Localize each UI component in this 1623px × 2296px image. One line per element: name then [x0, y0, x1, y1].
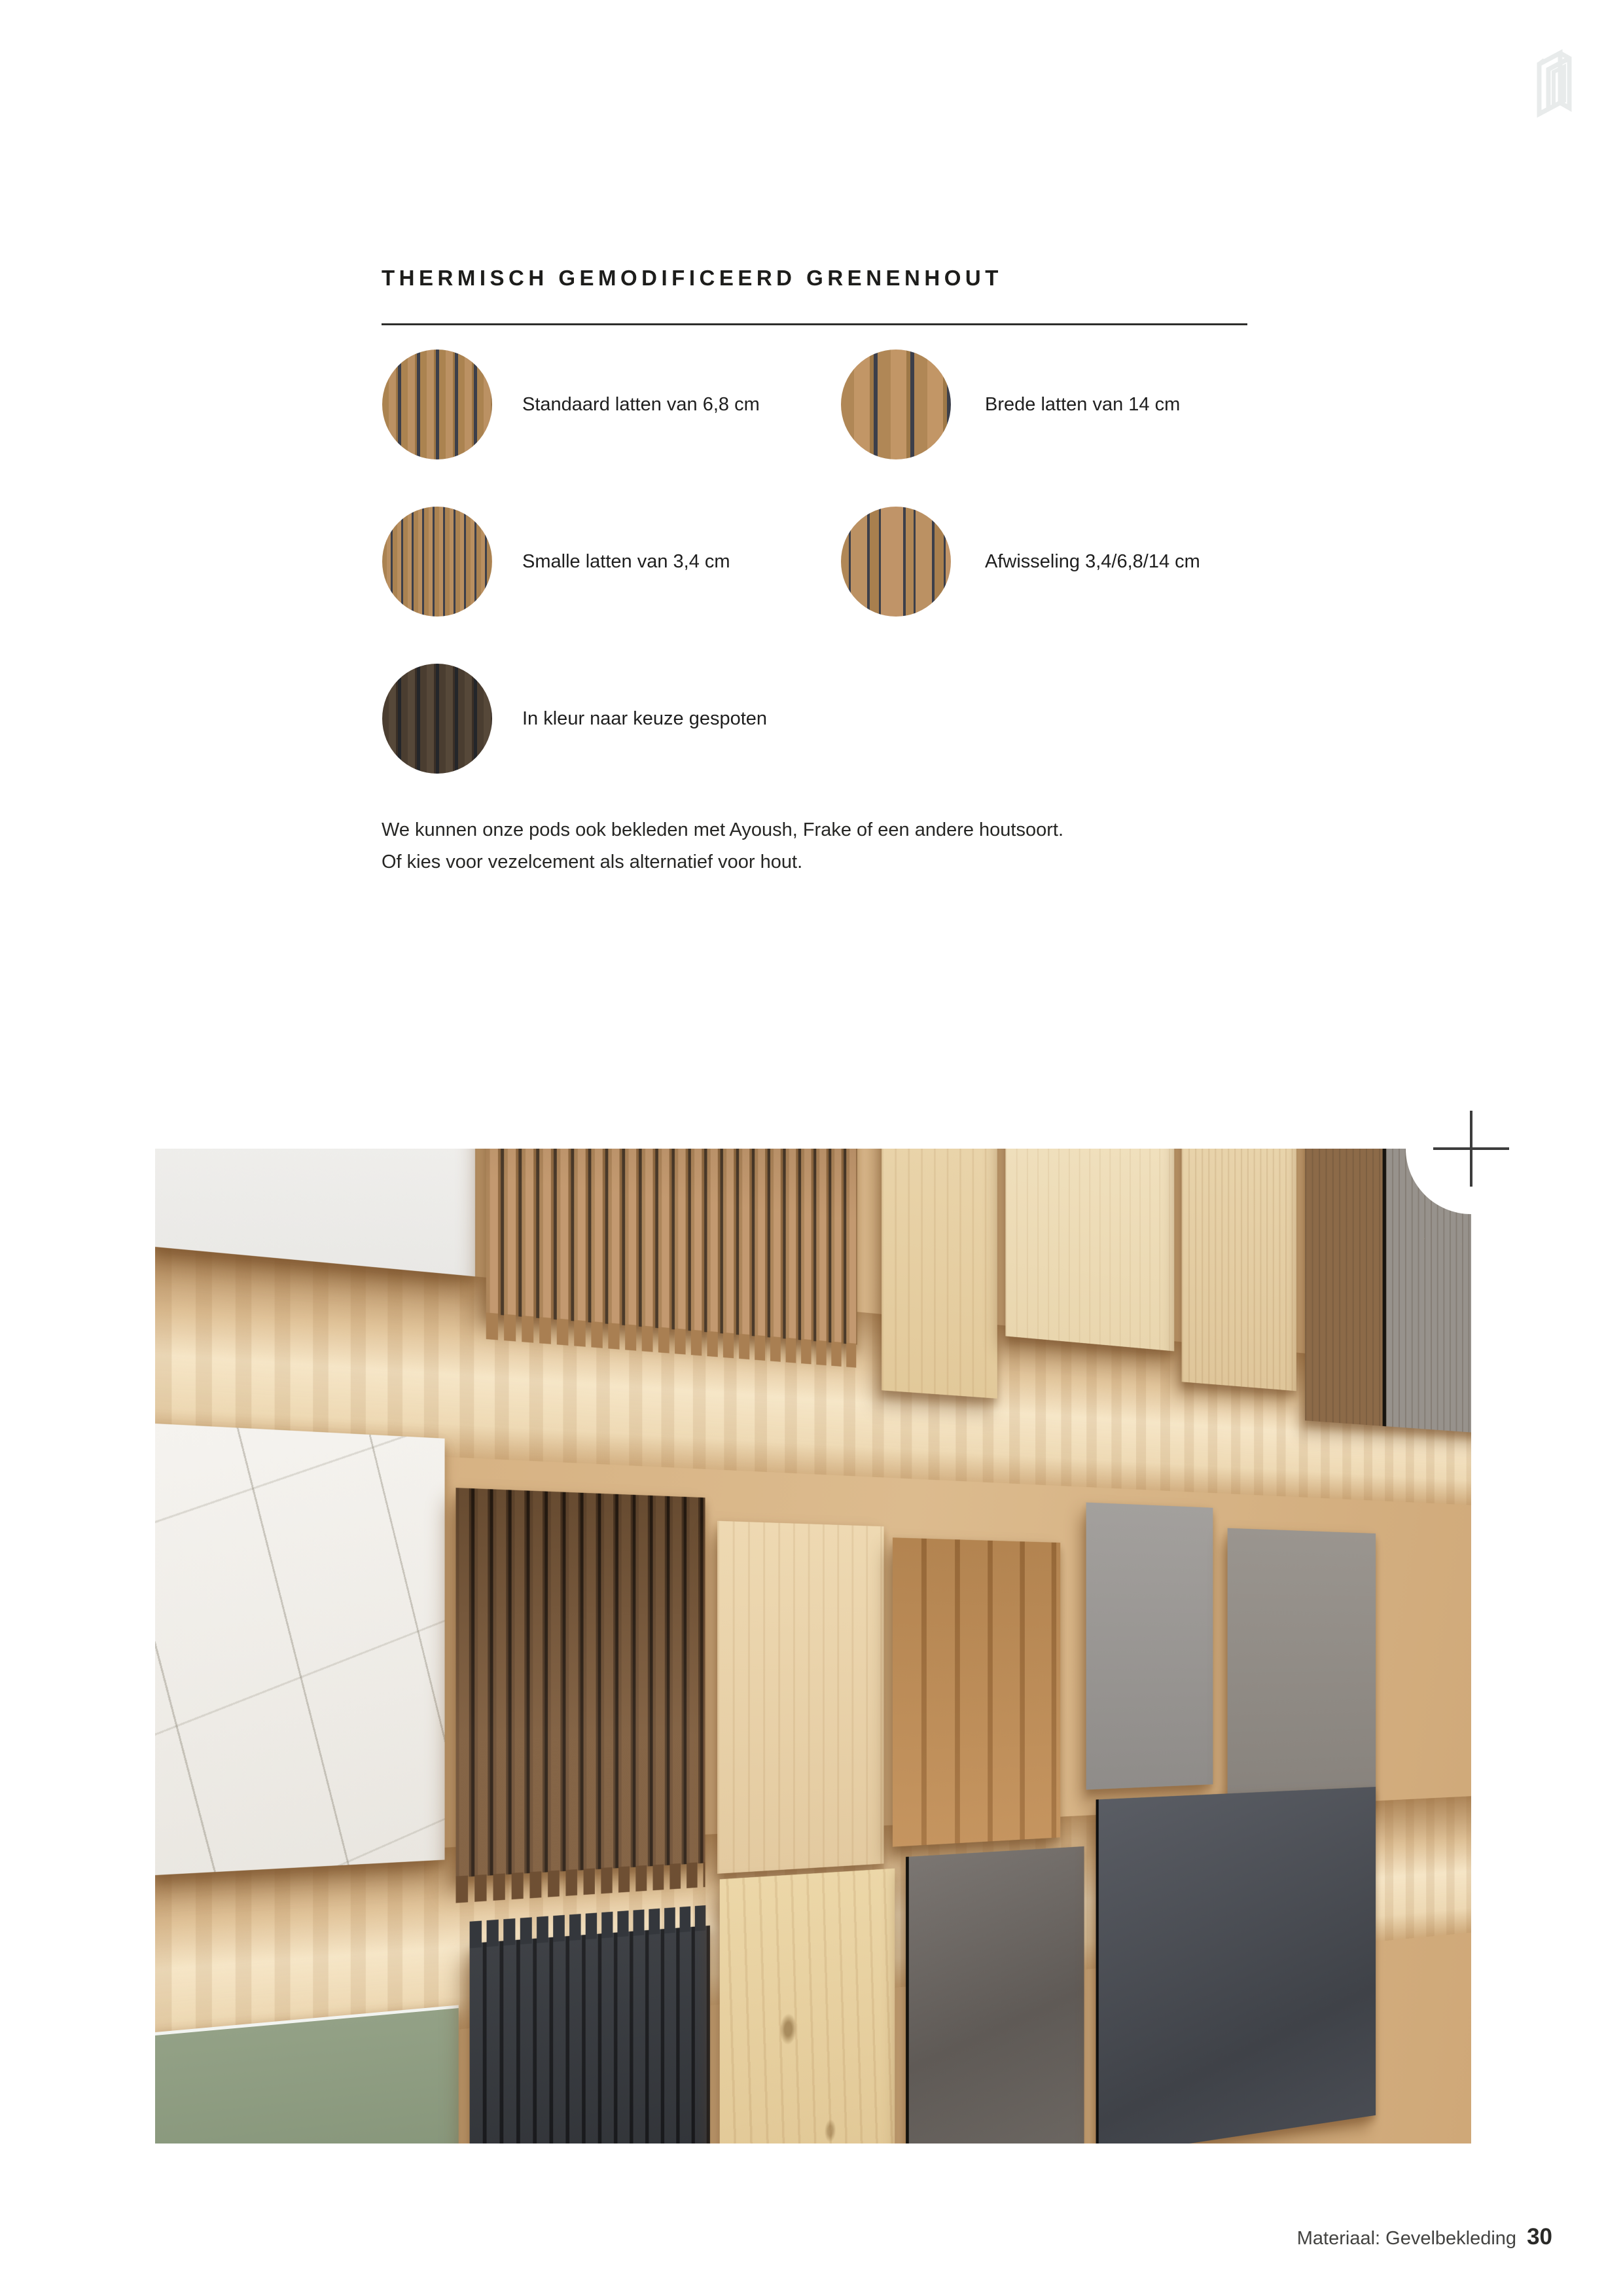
- photo-panel-slate-a: [906, 1846, 1084, 2144]
- plus-icon-bar: [1470, 1111, 1472, 1187]
- photo-panel-gray: [1086, 1502, 1213, 1789]
- page-footer: [1297, 2224, 1552, 2250]
- swatch-label-standaard: Standaard latten van 6,8 cm: [522, 393, 760, 415]
- swatch-afwisseling: [841, 507, 951, 617]
- intro-paragraph: [382, 814, 1063, 878]
- photo-panel-walnut-slat: [456, 1488, 705, 1877]
- photo-panel-plywood-a: [882, 1149, 997, 1399]
- photo-panel-slate-b: [1096, 1787, 1376, 2144]
- swatch-brede: [841, 350, 951, 459]
- paragraph-line: Of kies voor vezelcement als alternatief voor hout.: [382, 852, 803, 872]
- photo-panel-pine: [720, 1869, 895, 2144]
- brand-logo: [1531, 47, 1577, 118]
- page-title: THERMISCH GEMODIFICEERD GRENENHOUT: [382, 266, 1003, 290]
- footer-label: Materiaal: Gevelbekleding: [1296, 2228, 1517, 2249]
- photo-panel-marble: [155, 1424, 445, 1875]
- photo-panel-lightwood: [1182, 1149, 1296, 1391]
- paragraph-line: We kunnen onze pods ook bekleden met Ayoush, Frake of een andere houtsoort.: [382, 819, 1064, 840]
- swatch-label-brede: Brede latten van 14 cm: [985, 393, 1181, 415]
- photo-panel-black-slat: [470, 1926, 710, 2144]
- title-divider: [382, 323, 1247, 325]
- swatch-standaard: [382, 350, 492, 459]
- materials-photo: [155, 1149, 1471, 2144]
- swatch-label-afwisseling: Afwisseling 3,4/6,8/14 cm: [985, 550, 1200, 572]
- page-number: 30: [1527, 2224, 1552, 2250]
- swatch-gespoten: [382, 664, 492, 774]
- pod-frame-logo-icon: [1531, 47, 1577, 118]
- swatch-smalle: [382, 507, 492, 617]
- photo-panel-plywood-c: [717, 1521, 883, 1874]
- photo-panel-oak-slat: [486, 1149, 857, 1345]
- photo-panel-warmwood: [893, 1537, 1060, 1846]
- photo-wall: [155, 1149, 1471, 2144]
- photo-panel-plywood-b: [1005, 1149, 1174, 1351]
- photo-panel-gray2: [1228, 1528, 1376, 1814]
- swatch-label-smalle: Smalle latten van 3,4 cm: [522, 550, 730, 572]
- swatch-label-gespoten: In kleur naar keuze gespoten: [522, 708, 768, 729]
